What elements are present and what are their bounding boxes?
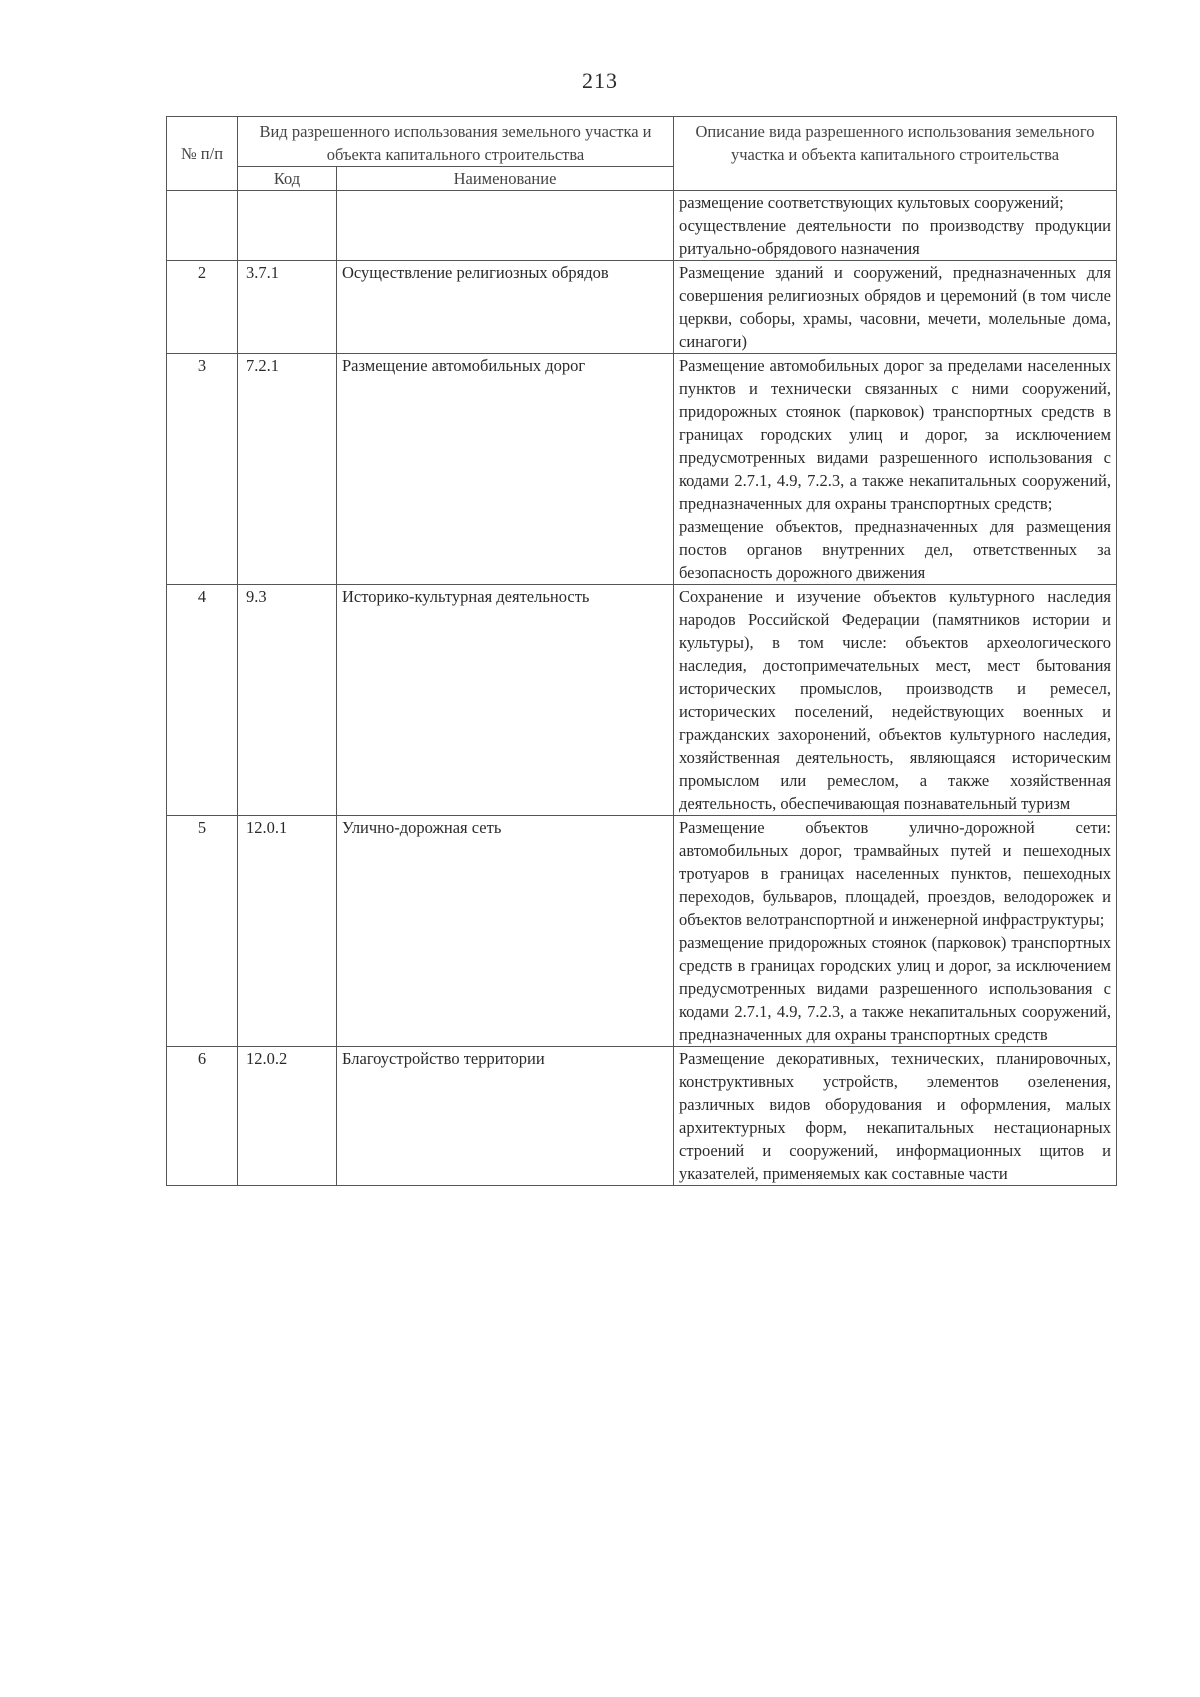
row-name: Размещение автомобильных дорог (337, 354, 674, 585)
row-description (674, 816, 1117, 1047)
row-number: 2 (167, 261, 238, 354)
row-name: Улично-дорожная сеть (337, 816, 674, 1047)
row-code: 12.0.2 (238, 1047, 337, 1186)
header-description: Описание вида разрешенного использования земельного участка и объекта капитального строительства (674, 117, 1117, 191)
row-description (674, 354, 1117, 585)
row-name: Благоустройство территории (337, 1047, 674, 1186)
row-number: 3 (167, 354, 238, 585)
description-paragraph: размещение объектов, предназначенных для размещения постов органов внутренних дел, ответственных за безопасность дорожного движения (679, 517, 1111, 582)
description-paragraph: размещение придорожных стоянок (парковок) транспортных средств в границах городских улиц и дорог, за исключением предусмотренных видами разрешенного использования с кодами 2.7.1, 4.9, 7.2.3, а также некапитальных сооружений, предназначенных для охраны транспортных средств (679, 933, 1111, 1044)
row-description (674, 1047, 1117, 1186)
header-row-top (167, 117, 1117, 167)
table-row (167, 1047, 1117, 1186)
table-body (167, 191, 1117, 1186)
description-paragraph: Размещение декоративных, технических, планировочных, конструктивных устройств, элементов озеленения, различных видов оборудования и оформления, малых архитектурных форм, некапитальных нестационарных строений и сооружений, информационных щитов и указателей, применяемых как составные части (679, 1049, 1111, 1183)
header-code: Код (238, 167, 337, 191)
description-paragraph: Размещение зданий и сооружений, предназначенных для совершения религиозных обрядов и церемоний (в том числе церкви, соборы, храмы, часовни, мечети, молельные дома, синагоги) (679, 263, 1111, 351)
row-name: Историко-культурная деятельность (337, 585, 674, 816)
table-row (167, 191, 1117, 261)
row-code: 9.3 (238, 585, 337, 816)
row-number (167, 191, 238, 261)
table-row (167, 585, 1117, 816)
row-description (674, 585, 1117, 816)
description-paragraph: осуществление деятельности по производству продукции ритуально-обрядового назначения (679, 216, 1111, 258)
description-paragraph: Сохранение и изучение объектов культурного наследия народов Российской Федерации (памятников истории и культуры), в том числе: объектов археологического наследия, достопримечательных мест, мест бытования исторических промыслов, производств и ремесел, исторических поселений, недействующих военных и гражданских захоронений, объектов культурного наследия, хозяйственная деятельность, являющаяся историческим промыслом или ремеслом, а также хозяйственная деятельность, обеспечивающая познавательный туризм (679, 587, 1111, 813)
table-row (167, 816, 1117, 1047)
row-number: 4 (167, 585, 238, 816)
row-description (674, 191, 1117, 261)
land-use-table (166, 116, 1117, 1186)
row-code: 3.7.1 (238, 261, 337, 354)
row-description (674, 261, 1117, 354)
description-paragraph: Размещение автомобильных дорог за пределами населенных пунктов и технически связанных с ними сооружений, придорожных стоянок (парковок) транспортных средств в границах городских улиц и дорог, за исключением предусмотренных видами разрешенного использования с кодами 2.7.1, 4.9, 7.2.3, а также некапитальных сооружений, предназначенных для охраны транспортных средств; (679, 356, 1111, 513)
header-name: Наименование (337, 167, 674, 191)
table-row (167, 354, 1117, 585)
description-paragraph: Размещение объектов улично-дорожной сети: автомобильных дорог, трамвайных путей и пешеходных тротуаров в границах населенных пунктов, пешеходных переходов, бульваров, площадей, проездов, велодорожек и объектов велотранспортной и инженерной инфраструктуры; (679, 818, 1111, 929)
header-usage-type: Вид разрешенного использования земельного участка и объекта капитального строительства (238, 117, 674, 167)
row-code: 12.0.1 (238, 816, 337, 1047)
row-name: Осуществление религиозных обрядов (337, 261, 674, 354)
page-number: 213 (582, 68, 618, 93)
header-num: № п/п (167, 117, 238, 191)
row-code (238, 191, 337, 261)
row-code: 7.2.1 (238, 354, 337, 585)
row-number: 6 (167, 1047, 238, 1186)
row-number: 5 (167, 816, 238, 1047)
row-name (337, 191, 674, 261)
description-paragraph: размещение соответствующих культовых сооружений; (679, 193, 1064, 212)
table-row (167, 261, 1117, 354)
